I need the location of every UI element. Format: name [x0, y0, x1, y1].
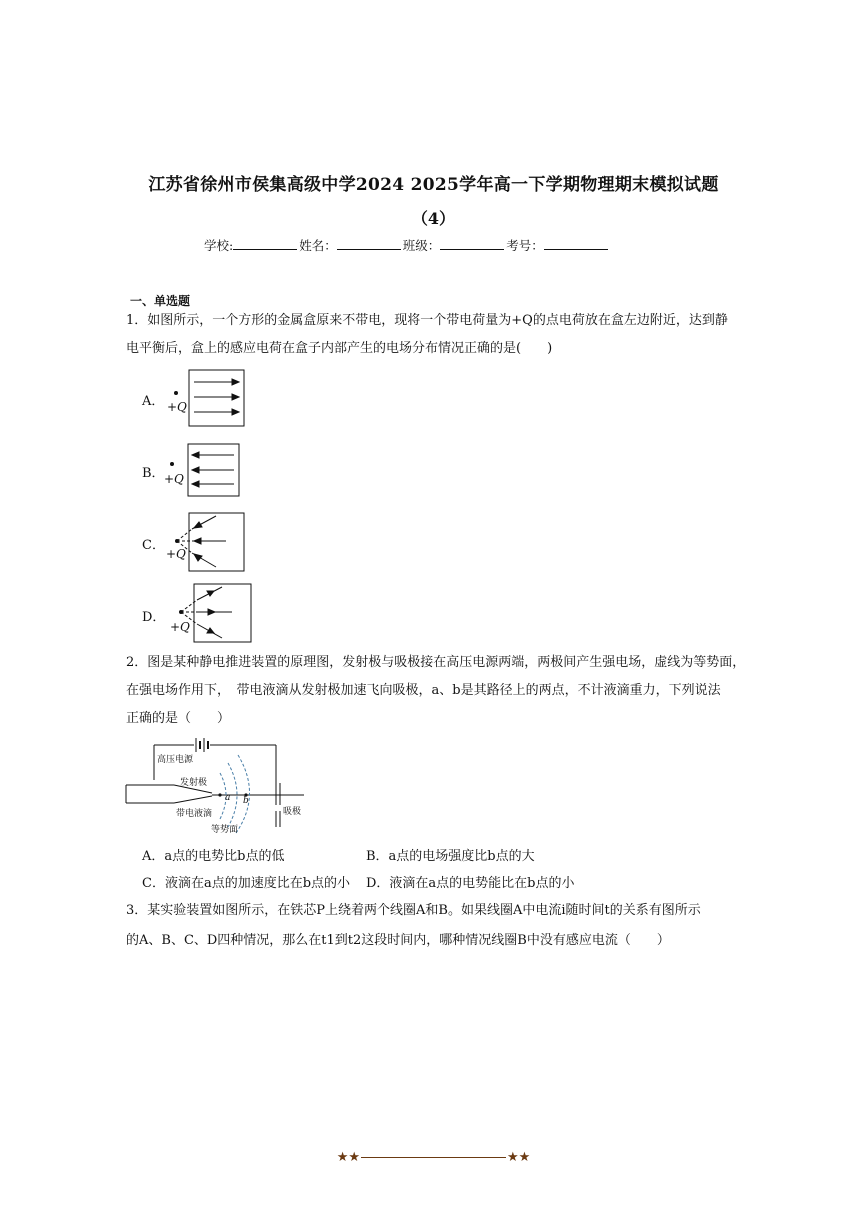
exam-subtitle: （4） [411, 209, 456, 228]
battery-icon [196, 738, 208, 752]
q1-option-a-label[interactable]: A． [142, 394, 165, 409]
metal-box [194, 584, 251, 642]
q1-d-charge-label: +Q [170, 620, 190, 634]
q1-b-charge-label: +Q [164, 472, 184, 486]
label-power: 高压电源 [157, 755, 194, 765]
q1-option-b-figure[interactable] [164, 442, 244, 500]
field-lines [192, 516, 226, 567]
q2-option-a[interactable]: A．a点的电势比b点的低 [142, 849, 285, 864]
q1-option-d-label[interactable]: D． [142, 610, 166, 625]
label-emitter: 发射极 [180, 778, 208, 788]
class-blank[interactable] [440, 237, 504, 250]
student-info-line [204, 236, 610, 254]
electrostatic-thruster-figure [124, 735, 314, 835]
name-blank[interactable] [337, 237, 401, 250]
q2-line-2: 在强电场作用下， 带电液滴从发射极加速飞向吸极，a、b是其路径上的两点，不计液滴重力，下列说法 [126, 683, 721, 698]
label-point-a: a [225, 793, 231, 803]
exam-title: 江苏省徐州市侯集高级中学2024 2025学年高一下学期物理期末模拟试题 [148, 175, 719, 195]
q3-line-1: 3．某实验装置如图所示，在铁芯P上绕着两个线圈A和B。如果线圈A中电流i随时间t的关系有图所示 [126, 903, 701, 918]
q1-option-d-figure[interactable] [170, 582, 256, 644]
point-a-dot [218, 793, 221, 796]
q1-option-c-label[interactable]: C． [142, 538, 165, 553]
q1-line-1: 1．如图所示，一个方形的金属盒原来不带电，现将一个带电荷量为+Q的点电荷放在盒左边附近，达到静 [126, 313, 728, 328]
q1-option-a-figure[interactable] [164, 368, 250, 430]
q2-option-b[interactable]: B．a点的电场强度比b点的大 [366, 849, 535, 864]
exam-number-blank[interactable] [544, 237, 608, 250]
q1-option-c-figure[interactable] [166, 511, 248, 573]
q1-option-b-label[interactable]: B． [142, 466, 165, 481]
page-footer [0, 1150, 867, 1165]
field-lines [192, 452, 234, 487]
label-droplet: 带电液滴 [176, 809, 213, 819]
footer-stars-left: ★★ [336, 1150, 360, 1165]
q1-a-charge-label: +Q [167, 400, 187, 414]
point-charge-dot [170, 462, 174, 466]
name-label: 姓名： [299, 238, 337, 253]
q1-line-2: 电平衡后，盒上的感应电荷在盒子内部产生的电场分布情况正确的是( ) [126, 341, 553, 356]
absorber-plate [276, 783, 280, 827]
school-blank[interactable] [233, 237, 297, 250]
q3-line-2: 的A、B、C、D四种情况，那么在t1到t2这段时间内，哪种情况线圈B中没有感应电流（ ） [126, 933, 670, 948]
point-charge-dot [174, 391, 178, 395]
q2-line-3: 正确的是（ ） [126, 711, 231, 726]
footer-stars-right: ★★ [507, 1150, 531, 1165]
school-label: 学校: [204, 238, 234, 253]
label-absorber: 吸极 [283, 807, 302, 817]
exam-number-label: 考号： [506, 238, 544, 253]
label-point-b: b [243, 796, 249, 806]
label-equipotential: 等势面 [211, 825, 239, 835]
field-lines [197, 587, 232, 638]
class-label: 班级： [402, 238, 441, 253]
footer-divider [361, 1157, 506, 1158]
field-lines [194, 379, 239, 415]
q1-c-charge-label: +Q [166, 547, 186, 561]
q2-option-c[interactable]: C．液滴在a点的加速度比在b点的小 [142, 876, 351, 891]
q2-line-1: 2．图是某种静电推进装置的原理图，发射极与吸极接在高压电源两端，两极间产生强电场，虚线为等势面， [126, 655, 746, 670]
section-heading: 一、单选题 [130, 294, 191, 308]
q2-option-d[interactable]: D．液滴在a点的电势能比在b点的小 [366, 876, 575, 891]
